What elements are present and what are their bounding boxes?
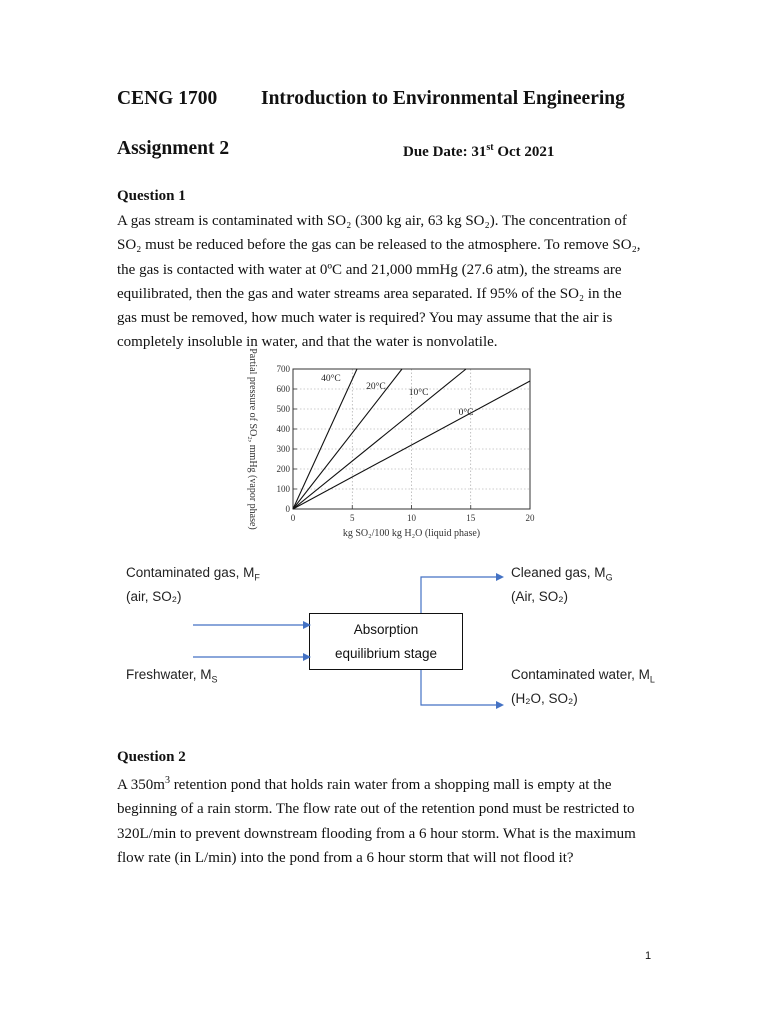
freshwater-sub: S (211, 674, 218, 685)
contaminated-water-arrowhead (496, 701, 504, 709)
question-1-line: gas must be removed, how much water is required? You may assume that the air is (117, 310, 613, 327)
chart-y-tick-label: 0 (285, 504, 290, 514)
stage-label-line1: Absorption (353, 622, 419, 637)
chart-y-tick-label: 500 (276, 404, 290, 414)
chart-series-label: 40°C (321, 374, 341, 384)
contaminated-water-text: Contaminated water, M (511, 667, 650, 682)
question-1-line: the gas is contacted with water at 0ºC and 21,000 mmHg (27.6 atm), the streams are (117, 261, 622, 278)
contaminated-gas-text: Contaminated gas, M (126, 565, 255, 580)
cleaned-gas-text: Cleaned gas, M (511, 565, 606, 580)
question-2-line1-end: retention pond that holds rain water from a shopping mall is empty at the (169, 777, 612, 793)
question-1-heading: Question 1 (117, 188, 186, 204)
chart-x-axis-label: kg SO₂/100 kg H₂O (liquid phase) (342, 528, 481, 539)
cleaned-gas-sub: G (605, 572, 613, 583)
chart-y-tick-label: 100 (276, 484, 290, 494)
inlet-gas-arrowhead (303, 621, 311, 629)
chart-x-tick-label: 15 (466, 513, 476, 523)
question-2-line: flow rate (in L/min) into the pond from a 6 hour storm that will not flood it? (117, 849, 574, 866)
question-1-line: completely insoluble in water, and that the water is nonvolatile. (117, 334, 498, 351)
chart-x-tick-label: 20 (525, 513, 535, 523)
chart-y-tick-label: 200 (276, 464, 290, 474)
chart-x-tick-label: 10 (407, 513, 416, 523)
page-number: 1 (645, 950, 652, 962)
contaminated-water-arrow (421, 670, 497, 705)
cleaned-gas-arrow (421, 577, 497, 613)
due-date-rest: Oct 2021 (493, 144, 555, 160)
chart-y-tick-label: 400 (276, 424, 290, 434)
cleaned-gas-composition: (Air, SO₂) (511, 589, 568, 604)
contaminated-water-sub: L (649, 674, 655, 685)
cleaned-gas-arrowhead (496, 573, 504, 581)
chart-x-tick-label: 0 (290, 513, 296, 523)
chart-series-label: 10°C (408, 388, 429, 398)
course-title: Introduction to Environmental Engineering (261, 88, 625, 109)
due-date-suffix: st (486, 142, 494, 153)
stage-label-line2: equilibrium stage (334, 646, 438, 661)
freshwater-arrowhead (303, 653, 311, 661)
chart-y-tick-label: 600 (276, 384, 290, 394)
question-2-text (117, 769, 652, 870)
due-date-label: Due Date: 31 (403, 144, 487, 160)
question-2-line: 320L/min to prevent downstream flooding from a 6 hour storm. What is the maximum (117, 825, 636, 842)
question-2-line (117, 769, 652, 797)
chart-y-axis-label: Partial pressure of SO₂, mmHg (vapor phase) (247, 348, 258, 530)
contaminated-water-composition: (H₂O, SO₂) (511, 691, 578, 706)
question-2-heading: Question 2 (117, 749, 186, 765)
question-2-line1-start: A 350m (117, 777, 165, 793)
chart-x-tick-label: 5 (350, 513, 355, 523)
course-code: CENG 1700 (117, 88, 218, 109)
question-2-line: beginning of a rain storm. The flow rate out of the retention pond must be restricted to (117, 801, 635, 818)
contaminated-gas-composition: (air, SO₂) (126, 589, 182, 604)
chart-series-label: 20°C (366, 382, 386, 392)
contaminated-gas-sub: F (254, 572, 260, 583)
freshwater-text: Freshwater, M (126, 667, 212, 682)
question-1-line: equilibrated, then the gas and water streams area separated. If 95% of the SO₂ in the (117, 285, 622, 302)
chart-series-label: 0°C (458, 408, 474, 418)
chart-y-tick-label: 700 (276, 364, 290, 374)
question-1-line: A gas stream is contaminated with SO₂ (300 kg air, 63 kg SO₂). The concentration of (117, 213, 627, 229)
question-1-line: SO₂ must be reduced before the gas can be released to the atmosphere. To remove SO₂, (117, 237, 641, 254)
chart-y-tick-label: 300 (276, 444, 290, 454)
cubic-superscript: 3 (164, 775, 170, 786)
assignment-title: Assignment 2 (117, 138, 230, 159)
